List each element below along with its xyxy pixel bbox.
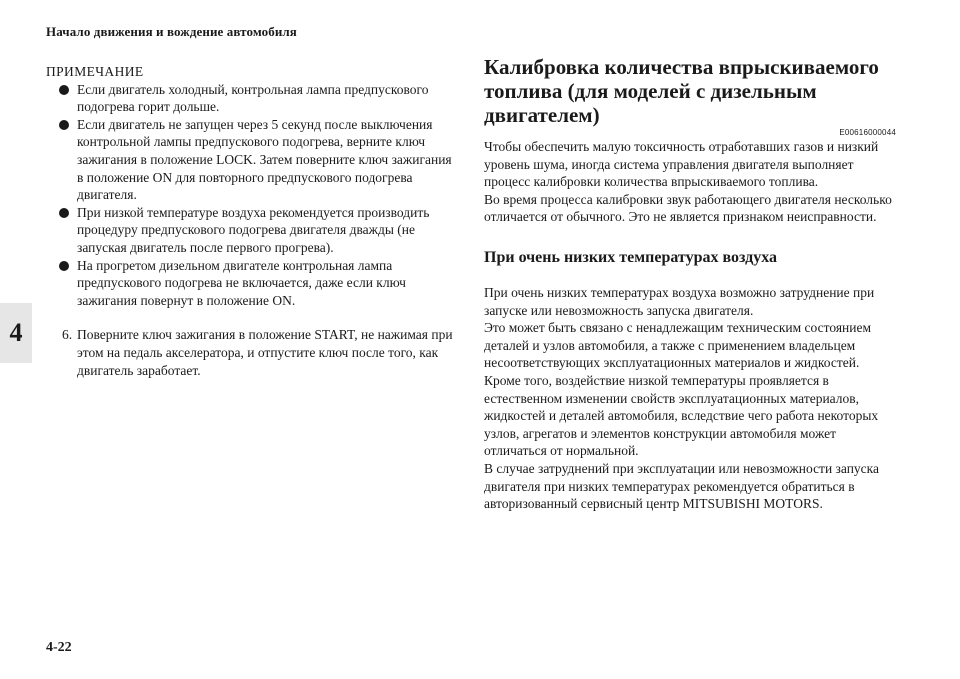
section-code: E00616000044: [839, 128, 896, 137]
right-column: [484, 55, 896, 513]
paragraph: Во время процесса калибровки звук работающего двигателя несколько отличается от обычного. Это не является признаком неисправности.: [484, 191, 892, 225]
section-title-line-2: топлива (для моделей с дизельным двигателем): [484, 79, 817, 127]
paragraph: В случае затруднений при эксплуатации или невозможности запуска двигателя при низких температурах рекомендуется обратиться в авторизованный сервисный центр MITSUBISHI MOTORS.: [484, 460, 880, 512]
note-bullet-text: Если двигатель холодный, контрольная лампа предпускового подогрева горит дольше.: [77, 81, 429, 115]
note-bullet-text: На прогретом дизельном двигателе контрольная лампа предпускового подогрева не включается, даже если ключ зажигания повернут в положение ON.: [77, 257, 406, 308]
section-title: [484, 55, 896, 127]
page-number: 4-22: [46, 640, 72, 655]
left-column: [46, 63, 456, 379]
note-title: ПРИМЕЧАНИЕ: [46, 64, 144, 79]
paragraph: Кроме того, воздействие низкой температуры проявляется в естественном изменении свойств эксплуатационных материалов, жидкостей и деталей автомобиля, вследствие чего работа некоторых узлов, агрегатов и элементов конструкции автомобиля может отличаться от нормальной.: [484, 372, 879, 459]
chapter-number: 4: [9, 318, 23, 347]
bullet-dot-icon: [59, 261, 69, 271]
step-text: Поверните ключ зажигания в положение START, не нажимая при этом на педаль акселератора, и отпустите ключ после того, как двигатель заработает.: [77, 327, 453, 378]
note-bullets: [46, 81, 456, 310]
step-6: [46, 326, 456, 379]
bullet-dot-icon: [59, 85, 69, 95]
note-bullet-text: При низкой температуре воздуха рекомендуется производить процедуру предпускового подогрева двигателя дважды (не запуская двигатель после первого прогрева).: [77, 204, 430, 255]
paragraph: При очень низких температурах воздуха возможно затруднение при запуске или невозможность запуска двигателя.: [484, 284, 875, 318]
note-bullet-text: Если двигатель не запущен через 5 секунд после выключения контрольной лампы предпускового подогрева, верните ключ зажигания в положение LOCK. Затем поверните ключ зажигания в положение ON для повторного предпускового подогрева двигателя.: [77, 116, 452, 203]
note-bullet: [46, 81, 456, 116]
step-number: 6.: [62, 327, 73, 343]
section-title-line-1: Калибровка количества впрыскиваемого: [484, 55, 879, 79]
paragraph: Это может быть связано с ненадлежащим техническим состоянием деталей и узлов автомобиля, а также с применением владельцем несоответствующих эксплуатационных материалов и жидкостей.: [484, 320, 872, 371]
chapter-tab: [0, 303, 32, 363]
bullet-dot-icon: [59, 208, 69, 218]
page-header-title: Начало движения и вождение автомобиля: [46, 24, 297, 39]
note-bullet: [46, 257, 456, 310]
note-bullet: [46, 204, 456, 257]
subsection-title: При очень низких температурах воздуха: [484, 248, 778, 266]
bullet-dot-icon: [59, 120, 69, 130]
paragraph: Чтобы обеспечить малую токсичность отработавших газов и низкий уровень шума, иногда система управления двигателя выполняет процесс калибровки количества впрыскиваемого топлива.: [484, 139, 879, 190]
note-bullet: [46, 116, 456, 204]
